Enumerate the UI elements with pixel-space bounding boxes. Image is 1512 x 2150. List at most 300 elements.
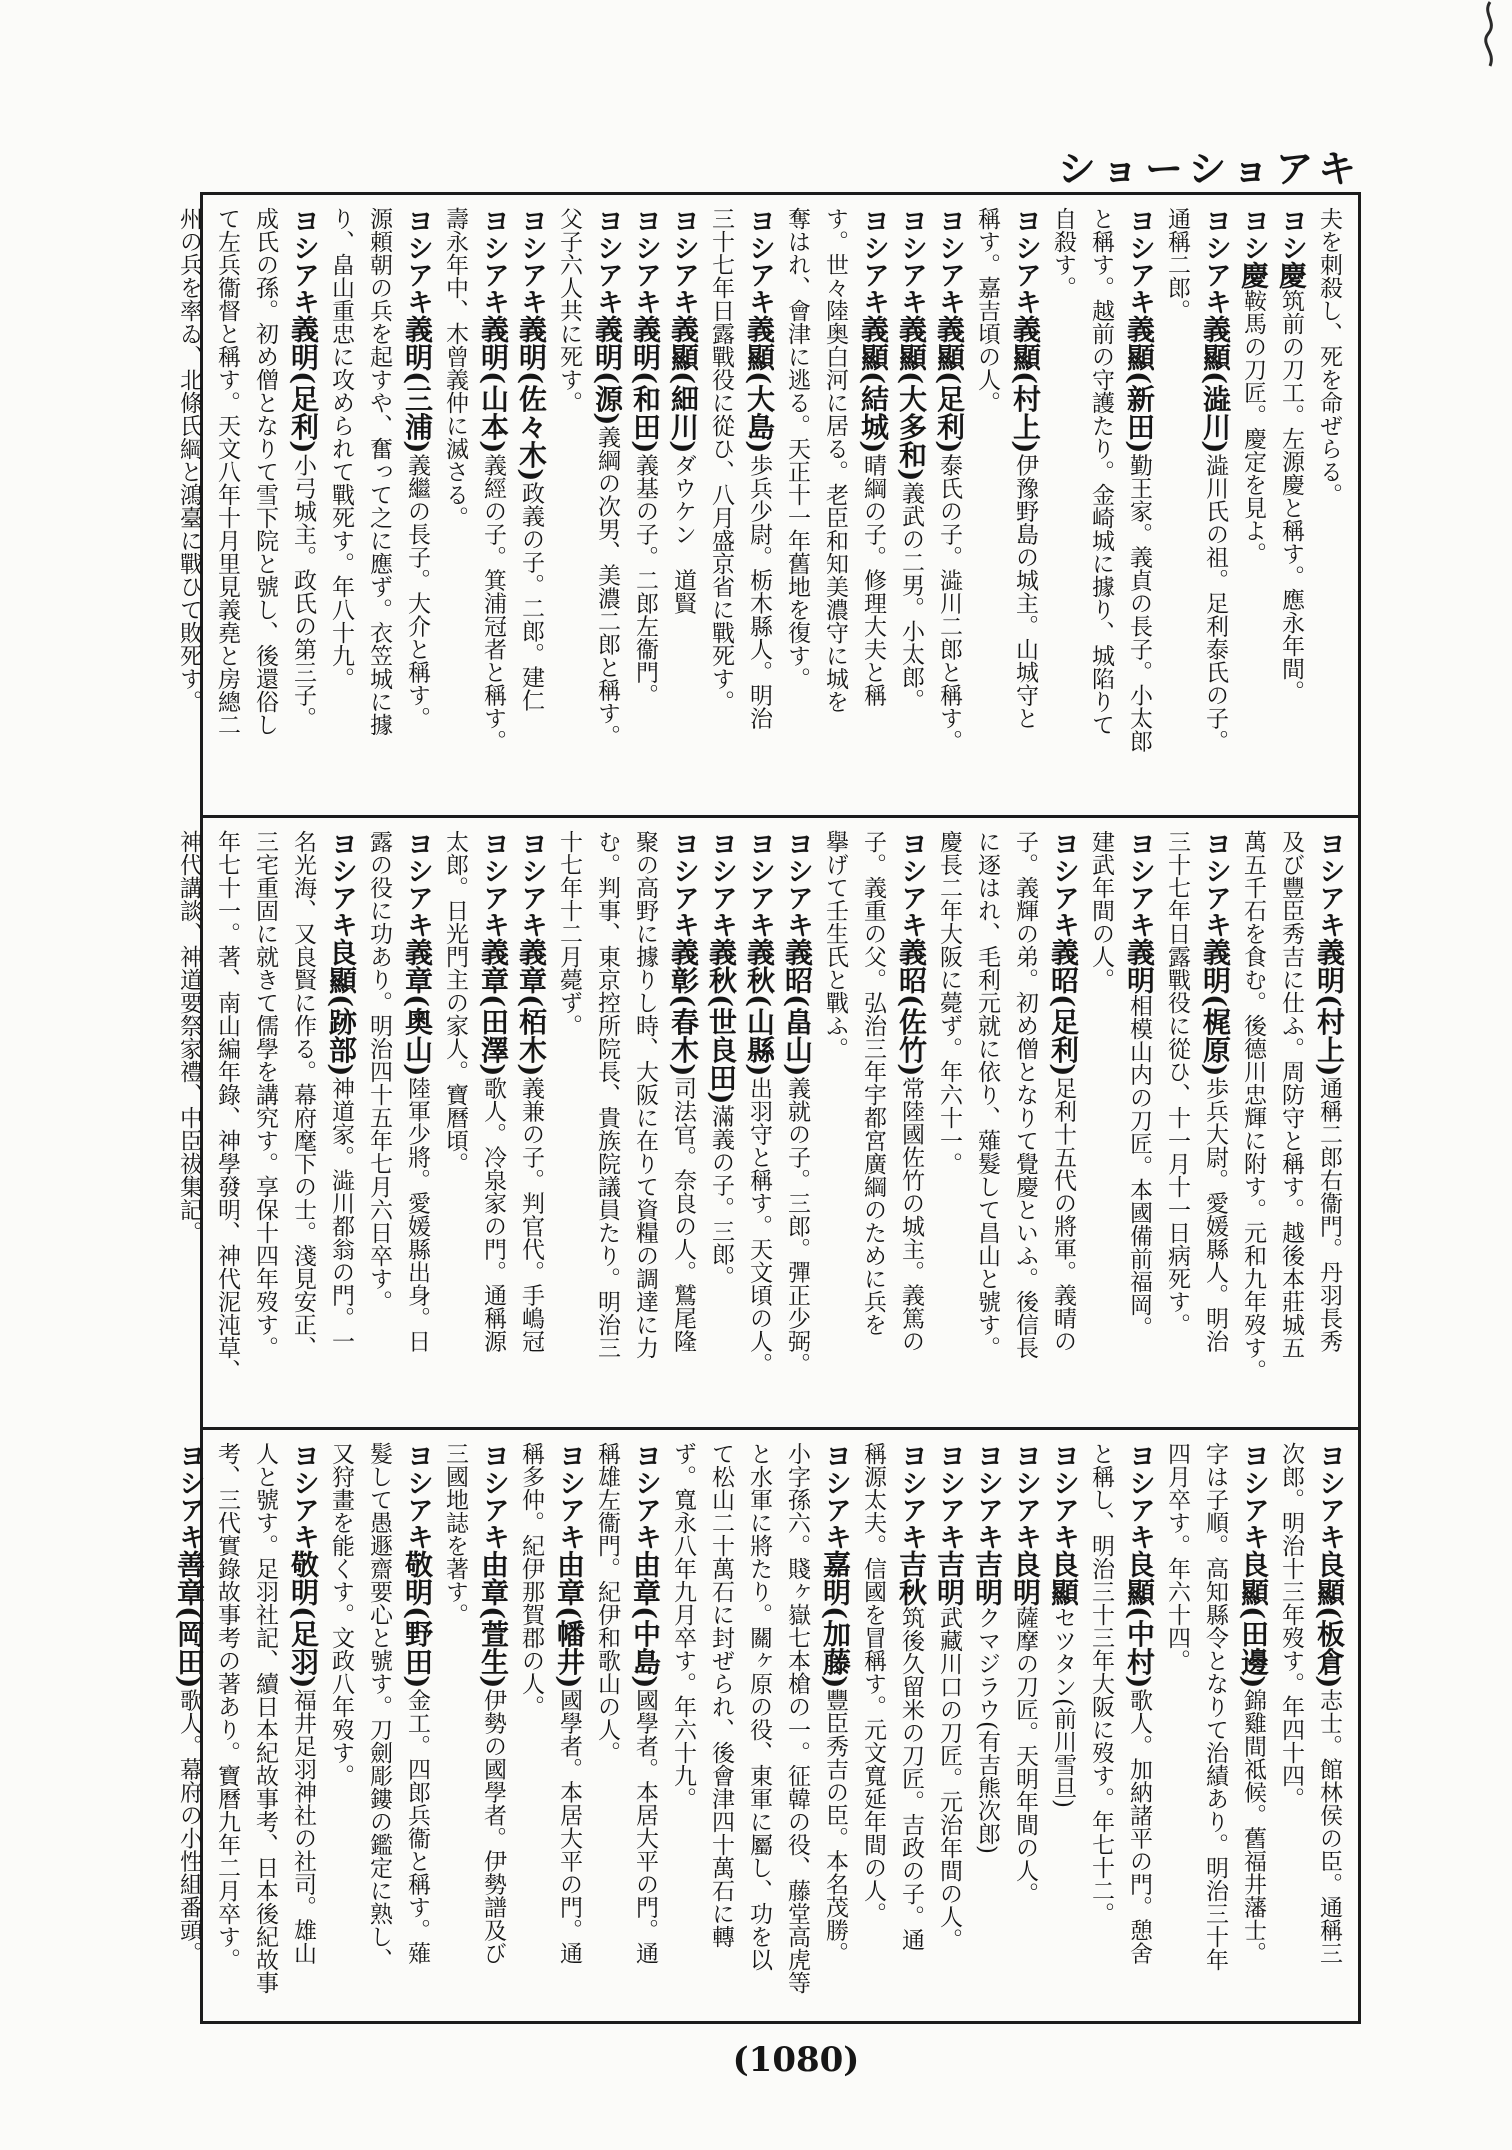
entry-text: 父子六人共に死す。 [556, 207, 582, 414]
dictionary-entry [512, 1442, 588, 2013]
entry-line [664, 207, 702, 807]
dictionary-entry [322, 1442, 436, 2013]
entry-name: 義顯(新田) [1123, 315, 1156, 454]
entry-text: 陸軍少將。愛媛縣出身。日 [404, 1076, 430, 1353]
entry-text: む。判事、東京控所院長、貴族院議員たり。明治三 [594, 830, 620, 1359]
dictionary-entry [550, 830, 702, 1419]
entry-text: 太郎。日光門主の家人。寶曆頃。 [442, 830, 468, 1175]
entry-line [1310, 1442, 1348, 2013]
entry-name: 義顯(村上) [1009, 315, 1042, 454]
entry-name: 義昭(畠山) [781, 938, 814, 1077]
entry-text: 慶長二年大阪に薨ず。年六十一。 [936, 830, 962, 1175]
entry-headword: ヨシアキ [972, 1442, 1003, 1550]
entry-text: 筑後久留米の刀匠。吉政の子。通 [898, 1606, 924, 1951]
entry-text: て左兵衞督と稱す。天文八年十月里見義堯と房總二 [214, 207, 240, 736]
entry-line [360, 207, 398, 807]
entry-line [1196, 1442, 1234, 2013]
entry-headword: ヨシアキ [1314, 830, 1345, 938]
entry-name: 良顯(跡部) [325, 938, 358, 1077]
entry-headword: ヨシアキ [668, 207, 699, 315]
dictionary-entry [892, 207, 930, 807]
entry-text: 子。義輝の弟。初め僧となりて覺慶といふ。後信長 [1012, 830, 1038, 1359]
entry-line [702, 1442, 740, 2013]
entry-line [284, 1442, 322, 2013]
entry-text: 滿義の子。三郎。 [708, 1104, 734, 1289]
entry-line [436, 830, 474, 1419]
entry-name: 善章(岡田) [173, 1550, 206, 1689]
entry-headword: ヨシアキ [1200, 830, 1231, 938]
entry-line [284, 830, 322, 1419]
dictionary-entry [930, 830, 1082, 1419]
dictionary-entry [1006, 1442, 1044, 2013]
entry-text: 三十七年日露戰役に從ひ、八月盛京省に戰死す。 [708, 207, 734, 713]
entry-text: 三宅重固に就きて儒學を講究す。享保十四年歿す。 [252, 830, 278, 1359]
entry-text: 自殺す。 [1050, 207, 1076, 299]
entry-text: り、畠山重忠に攻められて戰死す。年八十九。 [328, 207, 354, 690]
entry-text: ず。寬永八年九月卒す。年六十九。 [670, 1442, 696, 1810]
entry-name: 義秋(山縣) [743, 938, 776, 1077]
entry-text: 政義の子。二郎。建仁 [518, 481, 544, 712]
entry-name: 義明 [1123, 938, 1156, 994]
entry-headword: ヨシアキ [820, 1442, 851, 1550]
entry-name: 義昭(足利) [1047, 938, 1080, 1077]
entry-name: 義明(佐々木) [515, 315, 548, 482]
entry-line [892, 207, 930, 807]
dictionary-entry [170, 207, 322, 807]
entry-line [1310, 830, 1348, 1419]
entry-text: 出羽守と稱す。天文頃の人。 [746, 1076, 772, 1376]
entry-text: 義綱の次男、美濃二郎と稱す。 [594, 425, 620, 748]
entry-text: 豐臣秀吉の臣。本名茂勝。 [822, 1688, 848, 1965]
entry-line [1272, 1442, 1310, 2013]
entry-line [930, 1442, 968, 2013]
entry-text: 成氏の孫。初め僧となりて雪下院と號し、後還俗し [252, 207, 278, 736]
dictionary-entry [664, 207, 702, 807]
entry-headword: ヨシアキ [896, 1442, 927, 1550]
entry-name: 義顯(大島) [743, 315, 776, 454]
entry-line [474, 830, 512, 1419]
dictionary-entry [854, 1442, 930, 2013]
entry-headword: ヨシアキ [1314, 1442, 1345, 1550]
columns-bottom [173, 1442, 1348, 2013]
entry-line [1044, 207, 1082, 807]
entry-text: 夫を刺殺し、死を命ぜらる。 [1316, 207, 1342, 506]
entry-text: 小字孫六。賤ヶ嶽七本槍の一。征韓の役、藤堂高虎等 [784, 1442, 810, 1994]
dictionary-entry [1272, 207, 1310, 807]
entry-line [816, 830, 854, 1419]
entry-headword: ヨシアキ [402, 1442, 433, 1550]
entry-text: 人と號す。足羽社記、續日本紀故事考、日本後紀故事 [252, 1442, 278, 1994]
entry-line [398, 830, 436, 1419]
entry-text: 司法官。奈良の人。鷲尾隆 [670, 1076, 696, 1353]
entry-text: 國學者。本居大平の門。通 [556, 1688, 582, 1965]
entry-text: 薩摩の刀匠。天明年間の人。 [1012, 1606, 1038, 1905]
entry-text: 萬五千石を食む。後德川忠輝に附す。元和九年歿す。 [1240, 830, 1266, 1382]
entry-headword: ヨシアキ [668, 830, 699, 938]
dictionary-entry [550, 207, 626, 807]
entry-headword: ヨシアキ [896, 207, 927, 315]
entry-text: 義兼の子。判官代。手嶋冠 [518, 1076, 544, 1353]
entry-text: 聚の高野に據りし時、大阪に在りて資糧の調達に力 [632, 830, 658, 1359]
dictionary-entry [360, 830, 436, 1419]
entry-headword: ヨシアキ [782, 830, 813, 938]
entry-text: に逐はれ、毛利元就に依り、薙髮して昌山と號す。 [974, 830, 1000, 1359]
entry-line [854, 830, 892, 1419]
entry-text: セツタン(前川雪旦) [1050, 1606, 1076, 1808]
entry-text: 稱雄左衞門。紀伊和歌山の人。 [594, 1442, 620, 1764]
entry-text: と稱す。越前の守護たり。金崎城に據り、城陷りて [1088, 207, 1114, 736]
dictionary-entry [1044, 207, 1158, 807]
entry-line [1082, 1442, 1120, 2013]
entry-name: 良顯(田邊) [1237, 1550, 1270, 1689]
entry-line [816, 1442, 854, 2013]
entry-text: 小弓城主。政氏の第三子。 [290, 453, 316, 730]
entry-text: 相模山内の刀匠。本國備前福岡。 [1126, 994, 1152, 1339]
entry-headword: ヨシアキ [1124, 830, 1155, 938]
dictionary-entry [664, 1442, 854, 2013]
entry-headword: ヨシアキ [1010, 207, 1041, 315]
entry-headword: ヨシアキ [1124, 207, 1155, 315]
running-head: ショーショアキ [1057, 147, 1362, 191]
entry-line [1158, 1442, 1196, 2013]
page-number-row [0, 2040, 1512, 2080]
entry-text: 義繼の長子。大介と稱す。 [404, 453, 430, 730]
entry-name: 義顯(大多和) [895, 315, 928, 482]
entry-name: 義明(源) [591, 315, 624, 426]
entry-headword: ヨシアキ [1238, 1442, 1269, 1550]
corner-mark [1468, 0, 1508, 70]
entry-name: 義顯(澁川) [1199, 315, 1232, 454]
entry-text: 名光海、又良賢に作る。幕府麾下の士。淺見安正、 [290, 830, 316, 1359]
entry-text: 泰氏の子。澁川二郎と稱す。 [936, 453, 962, 753]
entry-line [1006, 207, 1044, 807]
entry-line [322, 830, 360, 1419]
entry-text: 歌人。冷泉家の門。通稱源 [480, 1076, 506, 1353]
entry-text: 奪はれ、會津に逃る。天正十一年舊地を復す。 [784, 207, 810, 690]
text-frame [173, 192, 1361, 2024]
entry-name: 由章(萱生) [477, 1550, 510, 1689]
entry-line [284, 207, 322, 807]
entry-text: 義武の二男。小太郎。 [898, 481, 924, 712]
entry-text: 歩兵少尉。栃木縣人。明治 [746, 453, 772, 730]
entry-headword: ヨシアキ [1200, 207, 1231, 315]
entry-line [1272, 830, 1310, 1419]
entry-text: 壽永年中、木曾義仲に滅さる。 [442, 207, 468, 529]
entry-line [322, 1442, 360, 2013]
entry-headword: ヨシアキ [402, 830, 433, 938]
entry-name: 義顯(足利) [933, 315, 966, 454]
entry-text: 稱多仲。紀伊那賀郡の人。 [518, 1442, 544, 1718]
entry-line [740, 1442, 778, 2013]
entry-headword: ヨシアキ [326, 830, 357, 938]
entry-name: 良顯(板倉) [1313, 1550, 1346, 1689]
dictionary-entry [1158, 1442, 1272, 2013]
entry-line [322, 207, 360, 807]
dictionary-entry [1082, 1442, 1158, 2013]
entry-line [208, 830, 246, 1419]
entry-line [778, 1442, 816, 2013]
entry-line [246, 1442, 284, 2013]
entry-name: 敬明(足羽) [287, 1550, 320, 1689]
entry-line [664, 830, 702, 1419]
entry-headword: ヨシアキ [478, 830, 509, 938]
entry-headword: ヨシアキ [744, 207, 775, 315]
dictionary-entry [740, 830, 778, 1419]
entry-line [968, 1442, 1006, 2013]
entry-name: 義顯(細川) [667, 315, 700, 454]
dictionary-entry [436, 207, 512, 807]
entry-line [854, 207, 892, 807]
dictionary-entry [816, 830, 930, 1419]
entry-line [1234, 1442, 1272, 2013]
entry-name: 義顯(結城) [857, 315, 890, 454]
entry-line [398, 207, 436, 807]
entry-headword: ヨシ [1238, 207, 1269, 261]
entry-name: 敬明(野田) [401, 1550, 434, 1689]
entry-text: 次郎。明治十三年歿す。年四十四。 [1278, 1442, 1304, 1810]
entry-text: ダウケン 道賢 [670, 453, 696, 615]
entry-line [968, 207, 1006, 807]
entry-headword: ヨシアキ [402, 207, 433, 315]
entry-line [626, 1442, 664, 2013]
dictionary-entry [702, 207, 778, 807]
dictionary-entry [588, 1442, 664, 2013]
entry-name: 慶 [1237, 261, 1270, 289]
entry-text: 十七年十二月薨ず。 [556, 830, 582, 1037]
entry-text: 錦雞間祗候。舊福井藩士。 [1240, 1688, 1266, 1965]
entry-text: 稱源太夫。信國を冒稱す。元文寬延年間の人。 [860, 1442, 886, 1925]
entry-text: 福井足羽神社の社司。雄山 [290, 1688, 316, 1965]
entry-text: と水軍に將たり。關ヶ原の役、東軍に屬し、功を以 [746, 1442, 772, 1971]
entry-headword: ヨシアキ [1048, 830, 1079, 938]
entry-line [1120, 1442, 1158, 2013]
dictionary-entry [1158, 830, 1234, 1419]
dictionary-entry [1234, 207, 1272, 807]
entry-line [1082, 830, 1120, 1419]
entry-line [512, 830, 550, 1419]
entry-text: 考、三代實錄故事考の著あり。寶曆九年二月卒す。 [214, 1442, 240, 1971]
entry-headword: ヨシアキ [858, 207, 889, 315]
entry-text: 金工。四郎兵衞と稱す。薙 [404, 1688, 430, 1965]
entry-name: 義明(和田) [629, 315, 662, 454]
dictionary-entry [436, 830, 512, 1419]
entry-name: 義章(奧山) [401, 938, 434, 1077]
columns-middle [176, 830, 1348, 1419]
entry-line [1310, 207, 1348, 807]
entry-text: す。世々陸奥白河に居る。老臣和知美濃守に城を [822, 207, 848, 713]
entry-line [740, 207, 778, 807]
entry-name: 由章(中島) [629, 1550, 662, 1689]
entry-line [170, 207, 208, 807]
entry-line [246, 830, 284, 1419]
entry-line [436, 1442, 474, 2013]
entry-headword: ヨシアキ [516, 207, 547, 315]
entry-name: 義彰(春木) [667, 938, 700, 1077]
dictionary-entry [1310, 207, 1348, 807]
entry-line [1006, 830, 1044, 1419]
entry-line [1272, 207, 1310, 807]
dictionary-entry [1234, 830, 1348, 1419]
entry-name: 義明(足利) [287, 315, 320, 454]
columns-top [176, 207, 1348, 807]
dictionary-entry [1158, 207, 1234, 807]
band-top [176, 195, 1358, 815]
entry-headword: ヨシ [1276, 207, 1307, 261]
entry-text: 國學者。本居大平の門。通 [632, 1688, 658, 1965]
entry-text: 露の役に功あり。明治四十五年七月六日卒す。 [366, 830, 392, 1313]
entry-line [170, 830, 208, 1419]
dictionary-entry [170, 830, 360, 1419]
entry-line [626, 830, 664, 1419]
dictionary-entry [968, 207, 1044, 807]
entry-line [436, 207, 474, 807]
entry-name: 吉秋 [895, 1550, 928, 1606]
entry-text: と稱し、明治三十三年大阪に歿す。年七十二。 [1088, 1442, 1114, 1925]
entry-text: 州の兵を率ゐ、北條氏綱と鴻臺に戰ひて敗死す。 [176, 207, 202, 713]
entry-text: 神道家。澁川都翁の門。一 [328, 1076, 354, 1353]
entry-line [1234, 830, 1272, 1419]
dictionary-entry [170, 1442, 208, 2013]
entry-line [1234, 207, 1272, 807]
entry-headword: ヨシアキ [1048, 1442, 1079, 1550]
entry-line [360, 1442, 398, 2013]
entry-line [512, 1442, 550, 2013]
entry-line [778, 207, 816, 807]
dictionary-entry [1044, 1442, 1082, 2013]
entry-line [892, 1442, 930, 2013]
entry-name: 義昭(佐竹) [895, 938, 928, 1077]
entry-line [474, 1442, 512, 2013]
entry-text: 及び豐臣秀吉に仕ふ。周防守と稱す。越後本莊城五 [1278, 830, 1304, 1359]
entry-text: 歌人。加納諸平の門。憩舍 [1126, 1688, 1152, 1965]
entry-text: 又狩畫を能くす。文政八年歿す。 [328, 1442, 354, 1787]
entry-text: 髮して愚遯齋要心と號す。刀劍彫鏤の鑑定に熟し、 [366, 1442, 392, 1971]
entry-text: 擧げて壬生氏と戰ふ。 [822, 830, 848, 1060]
entry-name: 吉明 [933, 1550, 966, 1606]
entry-headword: ヨシアキ [288, 1442, 319, 1550]
entry-name: 良顯 [1047, 1550, 1080, 1606]
entry-text: 歩兵大尉。愛媛縣人。明治 [1202, 1076, 1228, 1353]
entry-line [702, 830, 740, 1419]
entry-line [816, 207, 854, 807]
entry-name: 吉明 [971, 1550, 1004, 1606]
entry-headword: ヨシアキ [744, 830, 775, 938]
dictionary-entry [968, 1442, 1006, 2013]
entry-name: 由章(幡井) [553, 1550, 586, 1689]
entry-text: て松山二十萬石に封ぜられ、後會津四十萬石に轉 [708, 1442, 734, 1948]
entry-name: 義章(田澤) [477, 938, 510, 1077]
entry-headword: ヨシアキ [1124, 1442, 1155, 1550]
entry-line [1120, 830, 1158, 1419]
entry-name: 良顯(中村) [1123, 1550, 1156, 1689]
entry-text: 筑前の刀工。左源慶と稱す。應永年間。 [1278, 289, 1304, 703]
entry-text: 通稱二郎。 [1164, 207, 1190, 322]
entry-text: 武藏川口の刀匠。元治年間の人。 [936, 1606, 962, 1951]
entry-text: 三十七年日露戰役に從ひ、十一月十一日病死す。 [1164, 830, 1190, 1336]
entry-line [360, 830, 398, 1419]
entry-line [626, 207, 664, 807]
entry-line [1082, 207, 1120, 807]
entry-line [1196, 830, 1234, 1419]
entry-text: 義基の子。二郎左衞門。 [632, 453, 658, 707]
entry-text: 源頼朝の兵を起すや、奮って之に應ず。衣笠城に據 [366, 207, 392, 736]
band-bottom [173, 1427, 1358, 2021]
entry-text: 伊勢の國學者。伊勢譜及び [480, 1688, 506, 1965]
entry-text: 勤王家。義貞の長子。小太郎 [1126, 453, 1152, 753]
entry-line [208, 1442, 246, 2013]
entry-headword: ヨシアキ [554, 1442, 585, 1550]
band-middle [176, 815, 1358, 1427]
entry-headword: ヨシアキ [706, 830, 737, 938]
entry-line [1044, 1442, 1082, 2013]
dictionary-entry [1082, 830, 1158, 1419]
entry-headword: ヨシアキ [1010, 1442, 1041, 1550]
entry-line [1120, 207, 1158, 807]
dictionary-entry [436, 1442, 512, 2013]
entry-line [1196, 207, 1234, 807]
dictionary-entry [930, 207, 968, 807]
entry-text: 字は子順。高知縣令となりて治績あり。明治三十年 [1202, 1442, 1228, 1971]
entry-line [550, 207, 588, 807]
entry-text: 晴綱の子。修理大夫と稱 [860, 453, 886, 707]
entry-line [740, 830, 778, 1419]
entry-headword: ヨシアキ [478, 1442, 509, 1550]
entry-name: 義明(村上) [1313, 938, 1346, 1077]
entry-text: 志士。館林侯の臣。通稱三 [1316, 1688, 1342, 1965]
entry-text: 鞍馬の刀匠。慶定を見よ。 [1240, 289, 1266, 565]
entry-text: 澁川氏の祖。足利泰氏の子。 [1202, 453, 1228, 753]
entry-line [512, 207, 550, 807]
entry-headword: ヨシアキ [516, 830, 547, 938]
dictionary-entry [1272, 1442, 1348, 2013]
entry-headword: ヨシアキ [896, 830, 927, 938]
entry-headword: ヨシアキ [630, 1442, 661, 1550]
entry-line [398, 1442, 436, 2013]
dictionary-entry [626, 207, 664, 807]
entry-line [778, 830, 816, 1419]
entry-name: 義秋(世良田) [705, 938, 738, 1105]
entry-text: 四月卒す。年六十四。 [1164, 1442, 1190, 1672]
entry-text: 足利十五代の將軍。義晴の [1050, 1076, 1076, 1353]
entry-text: 年七十一。著、南山編年錄、神學發明、神代泥沌草、 [214, 830, 240, 1382]
dictionary-entry [512, 830, 550, 1419]
entry-headword: ヨシアキ [478, 207, 509, 315]
entry-text: 通稱二郎右衞門。丹羽長秀 [1316, 1076, 1342, 1353]
entry-headword: ヨシアキ [934, 1442, 965, 1550]
entry-text: 建武年間の人。 [1088, 830, 1114, 991]
dictionary-entry [702, 830, 740, 1419]
entry-text: 神代講談、神道要祭家禮、中臣祓集記。 [176, 830, 202, 1244]
entry-headword: ヨシアキ [174, 1442, 205, 1550]
entry-text: 子。義重の父。弘治三年宇都宮廣綱のために兵を [860, 830, 886, 1336]
entry-line [1158, 830, 1196, 1419]
entry-name: 義章(栢木) [515, 938, 548, 1077]
entry-headword: ヨシアキ [934, 207, 965, 315]
entry-line [930, 830, 968, 1419]
entry-name: 良明 [1009, 1550, 1042, 1606]
entry-text: 伊豫野島の城主。山城守と [1012, 453, 1038, 730]
entry-line [588, 830, 626, 1419]
entry-line [588, 207, 626, 807]
dictionary-entry [930, 1442, 968, 2013]
entry-headword: ヨシアキ [592, 207, 623, 315]
entry-line [550, 1442, 588, 2013]
entry-text: 常陸國佐竹の城主。義篤の [898, 1076, 924, 1353]
entry-line [1158, 207, 1196, 807]
entry-text: クマジラウ(有吉熊次郎) [974, 1606, 1000, 1854]
entry-line [854, 1442, 892, 2013]
entry-line [664, 1442, 702, 2013]
